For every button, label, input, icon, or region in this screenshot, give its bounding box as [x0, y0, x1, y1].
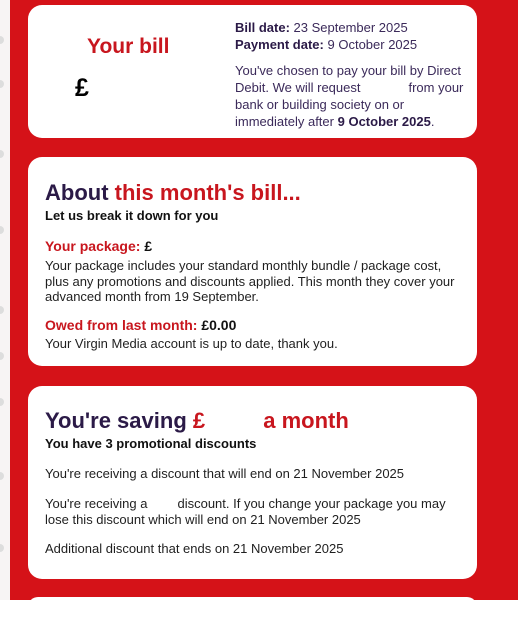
bill-date-label: Bill date:	[235, 20, 290, 35]
savings-title-part1: You're saving	[45, 408, 187, 433]
direct-debit-text	[235, 62, 467, 130]
discount-text-part2: discount. If you change your package you may lose this discount which will end on 21 November 2025	[45, 496, 446, 527]
discount-item: You're receiving a discount that will end on 21 November 2025	[45, 466, 405, 481]
savings-card	[28, 386, 477, 579]
package-value: £	[144, 238, 153, 254]
owed-description: Your Virgin Media account is up to date, thank you.	[45, 336, 338, 351]
discount-text-part1: You're receiving a	[45, 496, 148, 511]
bill-amount: £	[75, 74, 89, 102]
debit-date: 9 October 2025	[337, 114, 431, 129]
package-description: Your package includes your standard monthly bundle / package cost, plus any promotions and discounts applied. This month they cover your advanced month from 19 September.	[45, 258, 455, 304]
debit-text-part1: You've chosen to pay your bill by Direct Debit. We will request	[235, 63, 462, 95]
savings-subtitle: You have 3 promotional discounts	[45, 436, 257, 451]
debit-text-part2: from your bank or building society on or immediately after	[235, 80, 464, 129]
bill-summary-card	[28, 5, 477, 138]
bill-date-value: 23 September 2025	[293, 20, 408, 35]
bill-title: Your bill	[87, 35, 170, 58]
owed-label: Owed from last month:	[45, 317, 198, 333]
breakdown-title-part1: About	[45, 180, 109, 205]
owed-heading	[45, 317, 236, 333]
package-label: Your package:	[45, 238, 141, 254]
debit-text-end: .	[430, 114, 435, 129]
breakdown-title	[45, 180, 301, 206]
payment-date-value: 9 October 2025	[327, 37, 418, 52]
bill-dates	[235, 19, 467, 130]
discount-item	[45, 496, 465, 528]
savings-title	[45, 408, 349, 434]
next-card	[28, 597, 477, 617]
package-heading	[45, 238, 152, 254]
owed-value: £0.00	[201, 317, 237, 333]
breakdown-subtitle: Let us break it down for you	[45, 208, 219, 223]
bill-date-row	[235, 19, 467, 36]
payment-date-row	[235, 36, 467, 53]
savings-amount: £	[192, 408, 206, 433]
breakdown-title-accent: this month's bill...	[114, 180, 301, 205]
payment-date-label: Payment date:	[235, 37, 324, 52]
page-edge	[0, 0, 10, 600]
bill-breakdown-card	[28, 157, 477, 366]
savings-title-part2: a month	[263, 408, 349, 433]
discount-item: Additional discount that ends on 21 November 2025	[45, 541, 344, 556]
